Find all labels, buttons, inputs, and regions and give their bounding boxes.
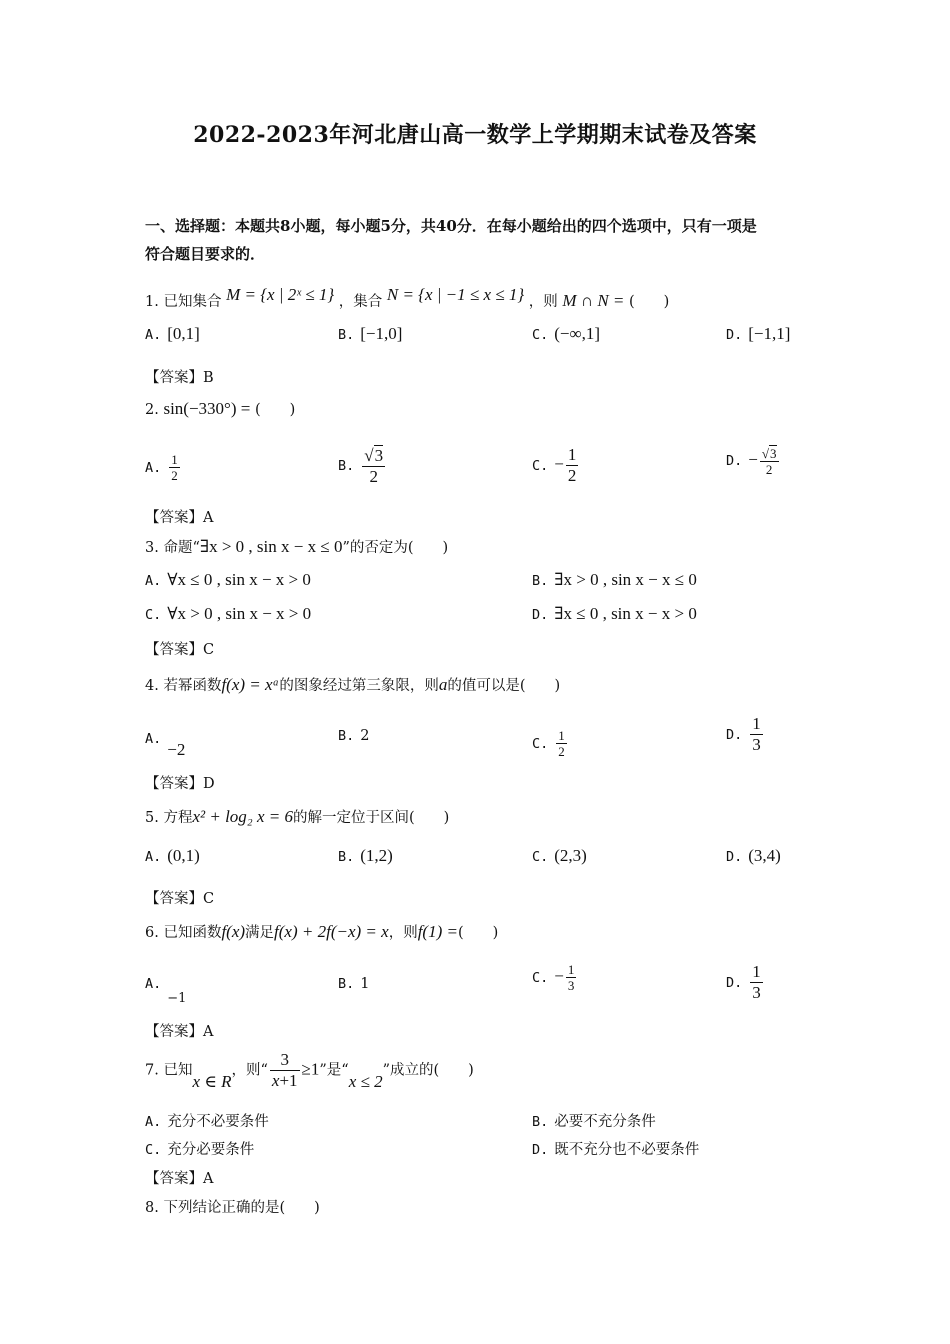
option-7c: C. 充分必要条件 — [145, 1142, 255, 1158]
question-text: ，则 — [388, 925, 418, 941]
question-text: 满足 — [245, 925, 275, 941]
question-text: 下列结论正确的是( ) — [163, 1200, 320, 1216]
option-4d: D. $\frac{1}{3}$ — [726, 714, 761, 754]
question-8 — [145, 1196, 320, 1217]
math-fx: f(x) — [221, 922, 246, 941]
option-5a: A. (0,1) — [145, 846, 200, 865]
option-2d: D. − $\frac{√3}{2}$ — [726, 446, 777, 477]
option-3c: C. ∀x > 0 , sin x − x > 0 — [145, 604, 312, 623]
option-1a: A. [0,1] — [145, 324, 200, 343]
answer-4: 【答案】D — [145, 776, 215, 792]
math-x-in-r: x ∈ R — [192, 1071, 232, 1091]
option-6b: B. 1 — [338, 976, 370, 992]
question-text: ”的否定为( ) — [342, 540, 449, 556]
question-text: 的图象经过第三象限，则 — [279, 678, 439, 694]
question-number: 8. — [145, 1200, 159, 1216]
option-7d: D. 既不充分也不必要条件 — [532, 1142, 700, 1158]
option-2c: C. − $\frac{1}{2}$ — [532, 445, 577, 485]
question-text: ，则 — [528, 294, 558, 310]
question-number: 5. — [145, 810, 159, 826]
math-intersection: M ∩ N = — [562, 291, 625, 310]
question-number: 4. — [145, 678, 159, 694]
answer-5: 【答案】C — [145, 891, 215, 907]
option-5b: B. (1,2) — [338, 846, 393, 865]
option-7b: B. 必要不充分条件 — [532, 1114, 656, 1130]
question-4 — [145, 674, 560, 695]
option-3b: B. ∃x > 0 , sin x − x ≤ 0 — [532, 570, 697, 589]
option-4a: A.−2 — [145, 731, 186, 759]
answer-7: 【答案】A — [145, 1171, 214, 1187]
question-number: 3. — [145, 540, 159, 556]
section-heading-line2: 符合题目要求的． — [145, 245, 266, 263]
question-number: 6. — [145, 925, 159, 941]
option-1c: C. (−∞,1] — [532, 324, 601, 343]
option-5d: D. (3,4) — [726, 846, 781, 865]
question-text: 已知集合 — [163, 294, 222, 310]
option-4c: C. $\frac{1}{2}$ — [532, 728, 565, 759]
question-text: 已知 — [163, 1062, 193, 1079]
question-text: 方程 — [163, 810, 193, 826]
answer-6: 【答案】A — [145, 1024, 214, 1040]
question-text: 的值可以是( ) — [447, 678, 561, 694]
option-1b: B. [−1,0] — [338, 324, 403, 343]
math-x-le-2: x ≤ 2 — [348, 1071, 383, 1091]
option-3d: D. ∃x ≤ 0 , sin x − x > 0 — [532, 604, 697, 623]
answer-2: 【答案】A — [145, 510, 214, 526]
question-text: ”成立的( ) — [382, 1062, 474, 1079]
math-equation: x² + log₂ x = 6 — [192, 807, 293, 826]
option-7a: A. 充分不必要条件 — [145, 1114, 269, 1130]
math-power-function: f(x) = xᵃ — [221, 675, 280, 694]
question-5 — [145, 806, 449, 827]
option-6a: A.−1 — [145, 976, 187, 1006]
option-2b: B. $\frac{√3}{2}$ — [338, 446, 384, 486]
math-set-m: M = {x | 2ˣ ≤ 1} — [226, 285, 335, 304]
option-6d: D. $\frac{1}{3}$ — [726, 962, 761, 1002]
math-sin: sin(−330°) = — [163, 399, 251, 418]
question-text: 命题“ — [163, 540, 200, 556]
question-text: ，集合 — [338, 294, 383, 310]
question-text: ，则“ — [231, 1062, 268, 1079]
question-number: 7. — [145, 1062, 159, 1079]
section-heading-line1: 一、选择题：本题共8小题，每小题5分，共40分．在每小题给出的四个选项中，只有一项是 — [145, 217, 757, 235]
question-text: 若幂函数 — [163, 678, 222, 694]
option-2a: A. $\frac{1}{2}$ — [145, 452, 178, 483]
answer-1: 【答案】B — [145, 370, 214, 386]
section-heading — [145, 212, 825, 268]
math-f1: f(1) = — [417, 922, 458, 941]
page-title: 2022-2023年河北唐山高一数学上学期期末试卷及答案 — [193, 122, 757, 148]
option-4b: B. 2 — [338, 728, 370, 744]
answer-3: 【答案】C — [145, 642, 215, 658]
math-set-n: N = {x | −1 ≤ x ≤ 1} — [386, 285, 525, 304]
option-6c: C. − $\frac{1}{3}$ — [532, 962, 575, 993]
question-paren: ( ) — [457, 925, 499, 941]
question-number: 2. — [145, 402, 159, 418]
math-var: a — [438, 675, 448, 694]
question-text: 的解一定位于区间( ) — [292, 810, 450, 826]
question-text: ”是“ — [319, 1062, 349, 1079]
question-paren: ( ) — [629, 294, 670, 310]
option-5c: C. (2,3) — [532, 846, 587, 865]
option-3a: A. ∀x ≤ 0 , sin x − x > 0 — [145, 570, 311, 589]
math-proposition: ∃x > 0 , sin x − x ≤ 0 — [199, 537, 343, 556]
question-number: 1. — [145, 294, 159, 310]
question-paren: ( ) — [254, 402, 296, 418]
question-3 — [145, 536, 448, 557]
question-6 — [145, 921, 498, 942]
question-1 — [145, 285, 669, 311]
math-functional-equation: f(x) + 2f(−x) = x — [274, 922, 389, 941]
question-7: 7. 已知x ∈ R，则“ $\frac{3}{x+1}$ ≥1”是“x ≤ 2”成立的( ) — [145, 1050, 474, 1091]
question-2 — [145, 398, 295, 419]
option-1d: D. [−1,1] — [726, 324, 791, 343]
question-text: 已知函数 — [163, 925, 222, 941]
